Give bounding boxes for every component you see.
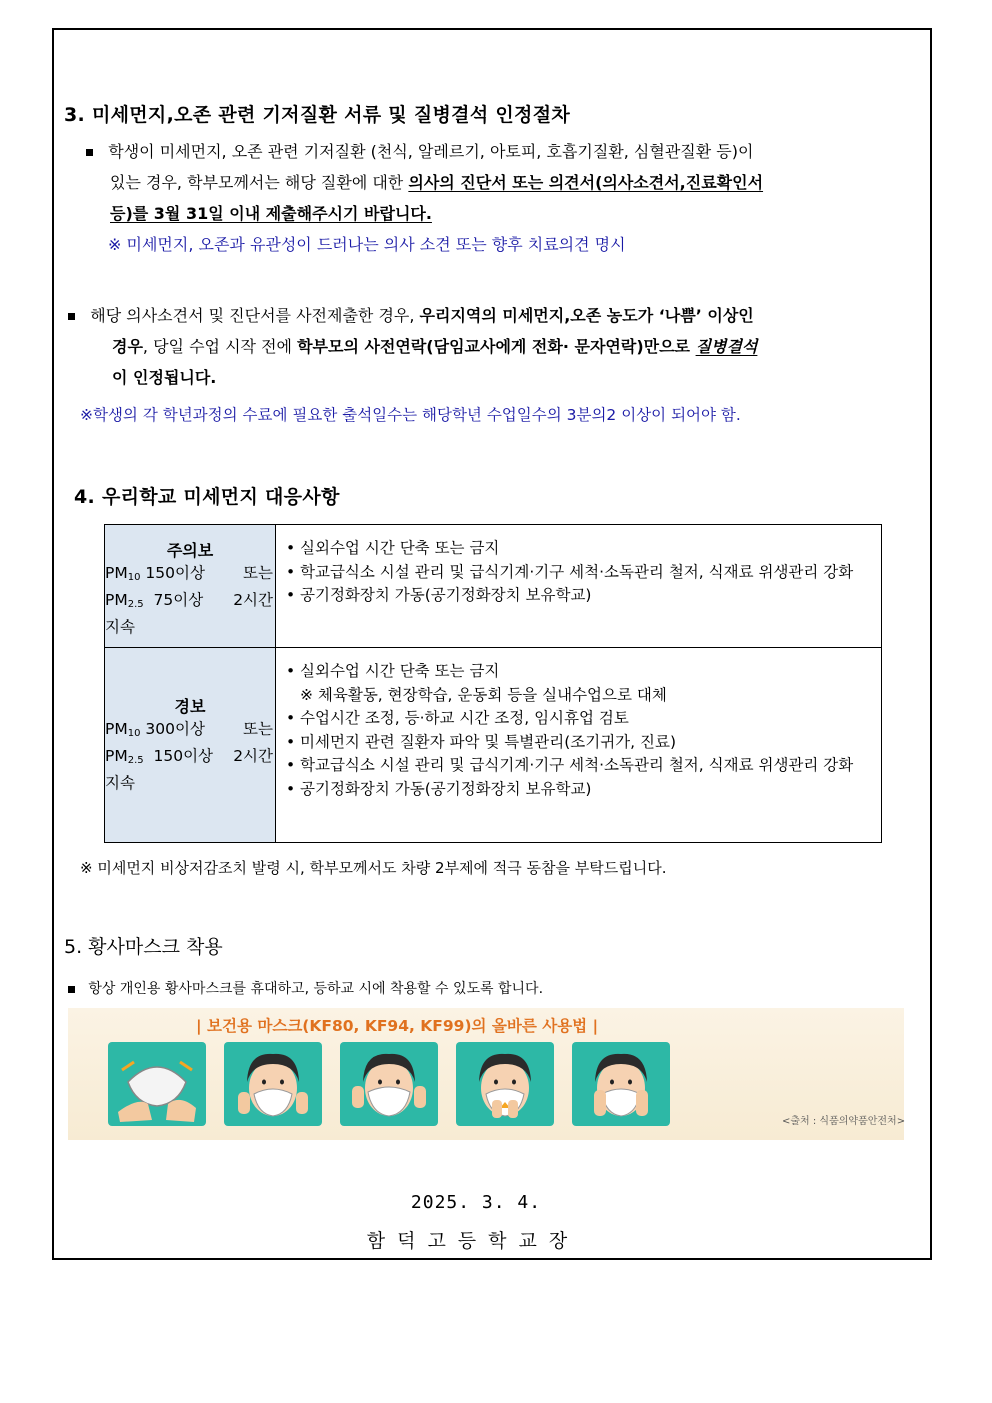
p1-line1: 학생이 미세먼지, 오존 관련 기저질환 (천식, 알레르기, 아토피, 호흡기질환, 심혈관질환 등)이 [108, 142, 754, 161]
pm-label: PM [105, 720, 128, 738]
section5-heading: 5. 황사마스크 착용 [64, 936, 223, 958]
section4-footnote: ※ 미세먼지 비상저감조치 발령 시, 학부모께서도 차량 2부제에 적극 동참을 부탁드립니다. [80, 859, 667, 877]
actions-cell-advisory [276, 525, 882, 648]
action-item: • 학교급식소 시설 관리 및 급식기계·기구 세척·소독관리 철저, 식재료 위생관리 강화 [286, 561, 873, 585]
pm25-line [105, 745, 275, 772]
mask-face-icon [224, 1042, 322, 1126]
p2-line2-b: 학부모의 사전연락(담임교사에게 전화· 문자연락)만으로 [297, 337, 696, 356]
p2-line1-emphasis: 우리지역의 미세먼지,오존 농도가 ‘나쁨’ 이상인 [419, 306, 754, 325]
mask-face-icon [572, 1042, 670, 1126]
pm10-line [105, 562, 275, 589]
action-item: • 실외수업 시간 단축 또는 금지 [286, 660, 873, 684]
pm-duration: 2시간 [233, 747, 273, 765]
action-item: • 수업시간 조정, 등·하교 시간 조정, 임시휴업 검토 [286, 707, 873, 731]
mask-figure-title: | 보건용 마스크(KF80, KF94, KF99)의 올바른 사용법 | [196, 1017, 599, 1035]
pm-subscript: 10 [127, 728, 141, 739]
section3-paragraph2 [68, 300, 918, 393]
p1-line2: 있는 경우, 학부모께서는 해당 질환에 대한 [110, 173, 409, 192]
p1-line2-emphasis: 의사의 진단서 또는 의견서(의사소견서,진료확인서 [408, 173, 764, 192]
mask-step-2-illustration [224, 1042, 322, 1126]
p2-line2-sick-absence: 질병결석 [695, 337, 758, 356]
section3-heading: 3. 미세먼지,오존 관련 기저질환 서류 및 질병결석 인정절차 [64, 104, 571, 126]
square-bullet-icon [68, 986, 75, 993]
p2-line2-plain: , 당일 수업 시작 전에 [142, 337, 298, 356]
pm-threshold: 300이상 [145, 720, 205, 738]
p2-line2-a: 경우 [112, 337, 143, 356]
pm-threshold: 150이상 [153, 747, 214, 765]
action-note: ※ 체육활동, 현장학습, 운동회 등을 실내수업으로 대체 [300, 685, 667, 704]
level-cell-warning [105, 648, 276, 843]
action-item: • 공기정화장치 가동(공기정화장치 보유학교) [286, 584, 873, 608]
actions-cell-warning [276, 648, 882, 843]
action-item: • 실외수업 시간 단축 또는 금지 [286, 537, 873, 561]
mask-step-5-illustration [572, 1042, 670, 1126]
mask-figure-source: <출처 : 식품의약품안전처> [782, 1116, 906, 1127]
p1-line3-emphasis: 등)를 3월 31일 이내 제출해주시기 바랍니다. [110, 204, 432, 223]
level-cell-advisory [105, 525, 276, 648]
level-title: 경보 [174, 697, 206, 716]
pm10-line [105, 718, 275, 745]
mask-step-4-illustration [456, 1042, 554, 1126]
mask-unfold-icon [108, 1042, 206, 1126]
p2-note: ※학생의 각 학년과정의 수료에 필요한 출석일수는 해당학년 수업일수의 3분의2 이상이 되어야 함. [80, 406, 741, 424]
pm-subscript: 10 [127, 572, 141, 583]
p2-line1: 해당 의사소견서 및 진단서를 사전제출한 경우, [90, 306, 420, 325]
section5-bullet [68, 978, 543, 998]
school-principal: 함덕고등학교장 [366, 1230, 580, 1252]
mask-step-1-illustration [108, 1042, 206, 1126]
pm25-line [105, 589, 275, 616]
mask-face-icon [456, 1042, 554, 1126]
pm-connector: 또는 [243, 720, 273, 738]
pm-label: PM [105, 747, 128, 765]
pm-threshold: 75이상 [153, 591, 204, 609]
document-date: 2025. 3. 4. [410, 1192, 542, 1213]
p1-note: ※ 미세먼지, 오존과 유관성이 드러나는 의사 소견 또는 향후 치료의견 명시 [108, 235, 626, 254]
pm-subscript: 2.5 [127, 755, 144, 766]
section3-paragraph1 [86, 136, 906, 260]
pm-label: PM [105, 591, 128, 609]
mask-step-3-illustration [340, 1042, 438, 1126]
section4-heading: 4. 우리학교 미세먼지 대응사항 [74, 486, 340, 508]
action-item: • 미세먼지 관련 질환자 파악 및 특별관리(조기귀가, 진료) [286, 731, 873, 755]
pm-label: PM [105, 564, 128, 582]
pm-subscript: 2.5 [127, 599, 144, 610]
action-item: • 공기정화장치 가동(공기정화장치 보유학교) [286, 778, 873, 802]
action-item: • 학교급식소 시설 관리 및 급식기계·기구 세척·소독관리 철저, 식재료 위생관리 강화 [286, 754, 873, 778]
pm-duration: 2시간 [233, 591, 273, 609]
level-title: 주의보 [166, 541, 214, 560]
pm-duration-tail: 지속 [105, 774, 135, 792]
pm-threshold: 150이상 [145, 564, 205, 582]
square-bullet-icon [86, 149, 93, 156]
square-bullet-icon [68, 313, 75, 320]
mask-face-icon [340, 1042, 438, 1126]
table-row [105, 648, 882, 843]
section5-bullet-text: 항상 개인용 황사마스크를 휴대하고, 등하교 시에 착용할 수 있도록 합니다. [88, 981, 544, 997]
p2-line3: 이 인정됩니다. [112, 368, 217, 387]
pm-duration-tail: 지속 [105, 618, 135, 636]
response-table [104, 524, 882, 843]
table-row [105, 525, 882, 648]
pm-connector: 또는 [243, 564, 273, 582]
